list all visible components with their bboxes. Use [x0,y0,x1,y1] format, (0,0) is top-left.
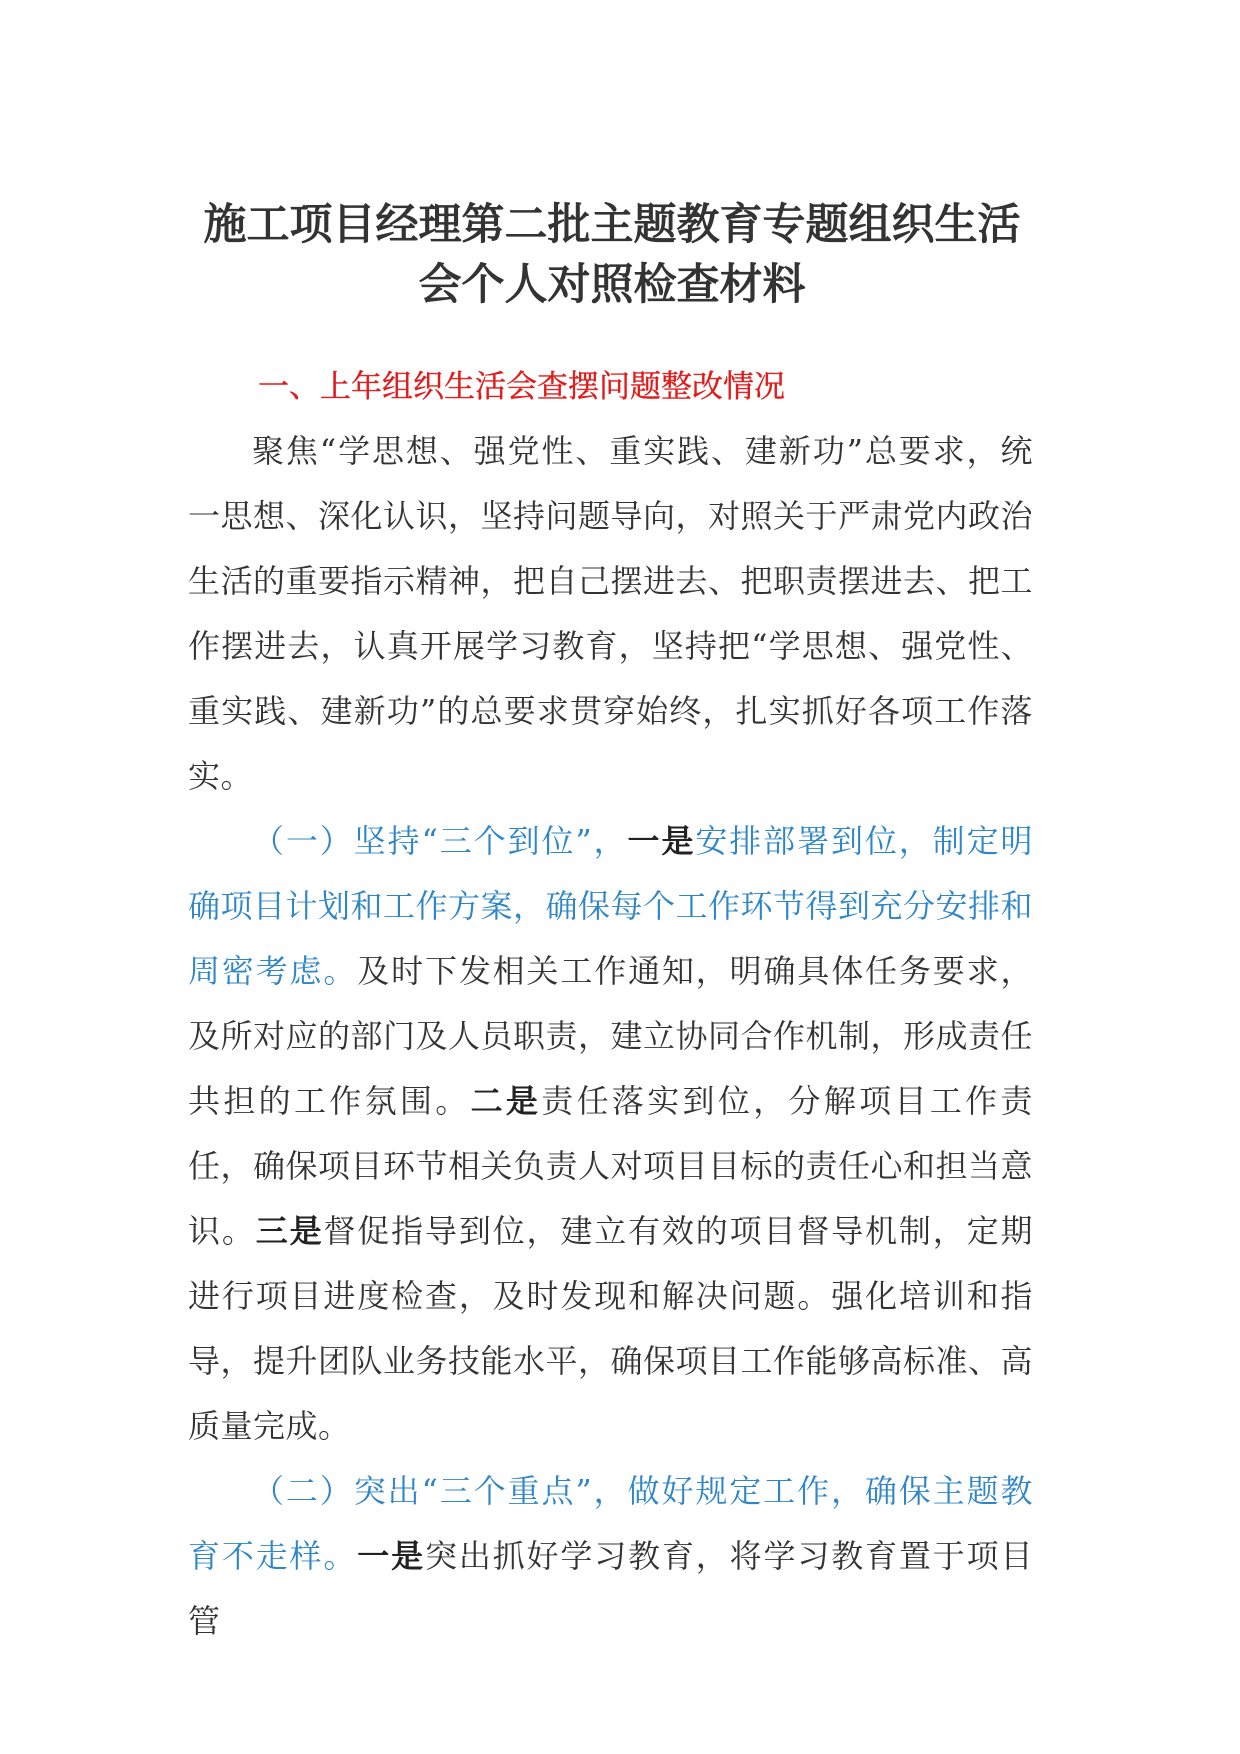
section-heading-1: 一、上年组织生活会查摆问题整改情况 [258,369,785,405]
title-line-2: 会个人对照检查材料 [418,260,806,310]
item-1-highlight: 安排部署到位，制定明确项目计划和工作方案，确保每个工作环节得到充分安排和周密考虑。 [188,822,1034,990]
item-1-heading: （一）坚持“三个到位”， [252,822,628,860]
item-1-paragraph [188,809,1033,1459]
item-1-text-a: 及时下发相关工作通知，明确具体任务要求，及所对应的部门及人员职责，建立协同合作机制，形成责任共担的工作氛围。 [188,952,1034,1120]
item-1-text-b: 责任落实到位，分解项目工作责任，确保项目环节相关负责人对项目目标的责任心和担当意识。 [188,1082,1034,1250]
item-2-emphasis-first: 一是 [357,1537,425,1575]
item-1-emphasis-second: 二是 [470,1082,542,1120]
document-title [172,195,1052,315]
intro-paragraph: 聚焦“学思想、强党性、重实践、建新功”总要求，统一思想、深化认识，坚持问题导向，对照关于严肃党内政治生活的重要指示精神，把自己摆进去、把职责摆进去、把工作摆进去，认真开展学习教育，坚持把“学思想、强党性、重实践、建新功”的总要求贯穿始终，扎实抓好各项工作落实。 [188,432,1034,795]
title-line-1: 施工项目经理第二批主题教育专题组织生活 [203,200,1021,250]
item-1-text-c: 督促指导到位，建立有效的项目督导机制，定期进行项目进度检查，及时发现和解决问题。强化培训和指导，提升团队业务技能水平，确保项目工作能够高标准、高质量完成。 [188,1212,1034,1445]
document-page [188,195,1033,1654]
item-1-emphasis-first: 一是 [627,822,696,860]
item-2-paragraph [188,1459,1033,1654]
item-1-emphasis-third: 三是 [255,1212,324,1250]
item-2-heading: （二）突出“三个重点”，做好规定工作，确保主题教育不走样。 [188,1472,1033,1575]
item-2-text-a: 突出抓好学习教育，将学习教育置于项目管 [188,1537,1033,1640]
